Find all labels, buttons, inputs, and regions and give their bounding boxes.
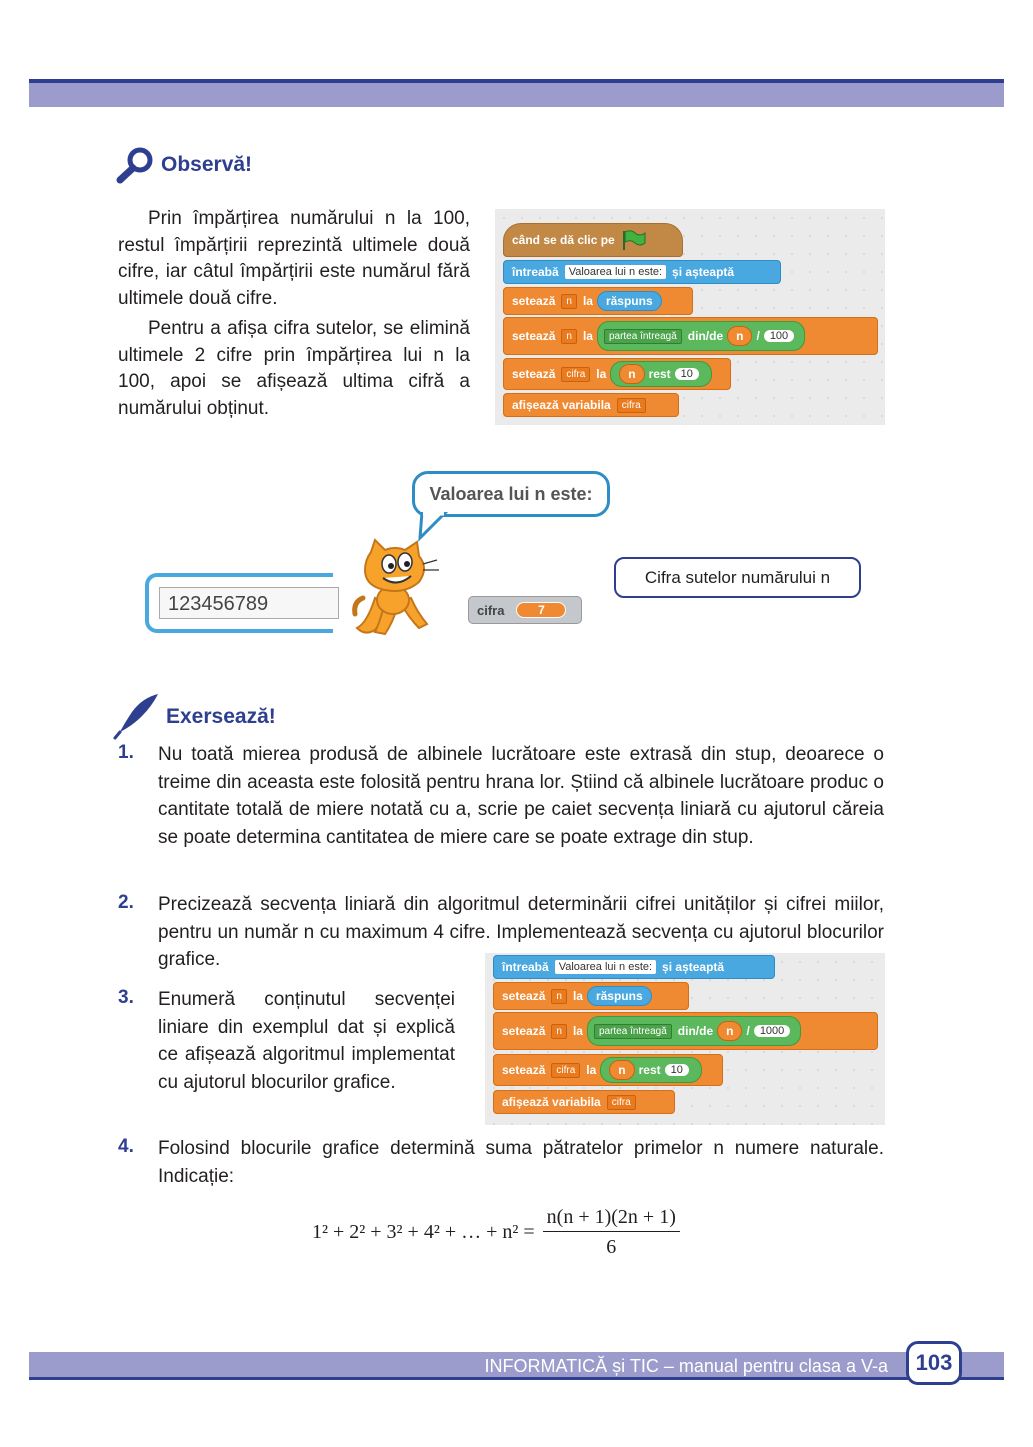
answer-input-box: [145, 573, 333, 633]
speech-bubble: [412, 471, 610, 517]
n-reporter: n: [619, 364, 644, 384]
var-dropdown: cifra: [607, 1095, 636, 1110]
var-dropdown: n: [551, 1024, 567, 1039]
exercise-4-number: 4.: [118, 1136, 134, 1157]
set-n-int-block: [493, 1012, 878, 1050]
hat-block-label: când se dă clic pe: [512, 233, 615, 247]
exercise-1-number: 1.: [118, 742, 134, 763]
la-label: la: [586, 1063, 597, 1077]
show-variable-block: [503, 393, 679, 417]
answer-input-field[interactable]: 123456789: [159, 587, 339, 619]
wait-label: și așteaptă: [662, 960, 725, 974]
exercise-1-text: Nu toată mierea produsă de albinele lucrătoare este extrasă din stup, deoarece o treime din aceasta este folosită pentru hrana lor. Știind că albinele lucrătoare produc o cantitate totală de miere notată cu a, scrie pe caiet secvența liniară cu ajutorul căreia se poate determina cantitatea de miere care se poate extrage din stup.: [158, 744, 884, 848]
hat-block-green-flag: [503, 223, 683, 257]
observa-paragraph-2: Pentru a afișa cifra sutelor, se elimină ultimele 2 cifre prin împărțirea lui n la 100, apoi se afișează ultima cifră a numărului obținut.: [118, 318, 470, 419]
set-label: setează: [502, 1063, 546, 1077]
rest-label: rest: [648, 367, 671, 381]
variable-monitor: [468, 596, 582, 624]
speech-text: Valoarea lui n este:: [429, 483, 593, 504]
green-flag-icon: [621, 229, 647, 251]
divisor-field: 1000: [754, 1025, 790, 1037]
set-label: setează: [502, 1024, 546, 1038]
la-label: la: [596, 367, 607, 381]
show-label: afișează variabila: [502, 1095, 601, 1109]
quill-pen-icon: [112, 692, 160, 740]
set-n-block: [503, 287, 693, 315]
int-part-reporter: [597, 321, 805, 351]
var-dropdown: n: [551, 989, 567, 1004]
n-reporter: n: [609, 1060, 634, 1080]
var-dropdown: cifra: [561, 367, 590, 382]
int-part-reporter: [587, 1016, 801, 1046]
formula-numerator: n(n + 1)(2n + 1): [543, 1206, 680, 1232]
wait-label: și așteaptă: [672, 265, 735, 279]
show-label: afișează variabila: [512, 398, 611, 412]
var-dropdown: cifra: [617, 398, 646, 413]
rest-label: rest: [638, 1063, 661, 1077]
ask-text-field: Valoarea lui n este:: [555, 960, 656, 974]
la-label: la: [582, 294, 593, 308]
scratch-cat-sprite: [345, 538, 445, 638]
answer-reporter: răspuns: [587, 986, 652, 1006]
exercise-4-text: Folosind blocurile grafice determină suma pătratelor primelor n numere naturale. Indicație:: [158, 1138, 884, 1187]
answer-reporter: răspuns: [597, 291, 662, 311]
observa-paragraph-1: Prin împărțirea numărului n la 100, restul împărțirii reprezintă ultimele două cifre, iar câtul împărțirii este numărul fără ultimele două cifre.: [118, 208, 470, 309]
la-label: la: [582, 329, 593, 343]
la-label: la: [572, 1024, 583, 1038]
ask-label: întreabă: [512, 265, 559, 279]
exercise-3-number: 3.: [118, 987, 134, 1008]
set-n-int-block: [503, 317, 878, 355]
mod-field: 10: [675, 368, 699, 380]
n-reporter: n: [727, 326, 752, 346]
monitor-value: 7: [516, 602, 566, 618]
set-label: setează: [512, 329, 556, 343]
div-label: /: [746, 1024, 750, 1038]
din-de-label: din/de: [687, 329, 724, 343]
var-dropdown: n: [561, 329, 577, 344]
ask-label: întreabă: [502, 960, 549, 974]
mod-reporter: [600, 1057, 702, 1083]
la-label: la: [572, 989, 583, 1003]
scratch-script-panel-2: [485, 953, 885, 1125]
page-number: 103: [906, 1341, 962, 1385]
show-variable-block: [493, 1090, 675, 1114]
ask-block: [503, 260, 781, 284]
var-dropdown: cifra: [551, 1063, 580, 1078]
din-de-label: din/de: [677, 1024, 714, 1038]
set-label: setează: [512, 294, 556, 308]
divisor-field: 100: [764, 330, 794, 342]
formula-denominator: 6: [606, 1235, 617, 1258]
set-label: setează: [502, 989, 546, 1003]
observa-title: Observă!: [161, 153, 253, 176]
set-cifra-block: [503, 358, 731, 390]
n-reporter: n: [717, 1021, 742, 1041]
int-part-dropdown: partea întreagă: [594, 1024, 672, 1039]
int-part-dropdown: partea întreagă: [604, 329, 682, 344]
exercise-2-number: 2.: [118, 892, 134, 913]
sum-of-squares-formula: [312, 1202, 680, 1262]
caption-box: [614, 557, 861, 598]
div-label: /: [756, 329, 760, 343]
ask-text-field: Valoarea lui n este:: [565, 265, 666, 279]
footer-title: INFORMATICĂ și TIC – manual pentru clasa a V-a: [484, 1356, 888, 1376]
magnifier-icon: [115, 146, 155, 189]
exercise-2-text: Precizează secvența liniară din algoritmul determinării cifrei unităților și cifrei miilor, pentru un număr n cu maximum 4 cifre. Implementează secvența cu ajutorul blocurilor grafice.: [158, 894, 884, 970]
monitor-label: cifra: [477, 602, 505, 618]
set-n-block: [493, 982, 689, 1010]
caption-text: Cifra sutelor numărului n: [644, 567, 831, 587]
ask-block: [493, 955, 775, 979]
formula-fraction: [543, 1206, 680, 1259]
observa-text: [118, 206, 470, 422]
scratch-script-panel-1: [495, 209, 885, 425]
exerseaza-title: Exersează!: [166, 705, 276, 728]
formula-lhs: 1² + 2² + 3² + 4² + … + n² =: [312, 1220, 535, 1243]
set-cifra-block: [493, 1054, 723, 1086]
var-dropdown: n: [561, 294, 577, 309]
header-bar: [29, 79, 1004, 107]
exercise-3-text: Enumeră conținutul secvenței liniare din exemplul dat și explică ce afișează algoritmul implementat cu ajutorul blocurilor grafice.: [158, 989, 455, 1093]
mod-field: 10: [665, 1064, 689, 1076]
mod-reporter: [610, 361, 712, 387]
set-label: setează: [512, 367, 556, 381]
